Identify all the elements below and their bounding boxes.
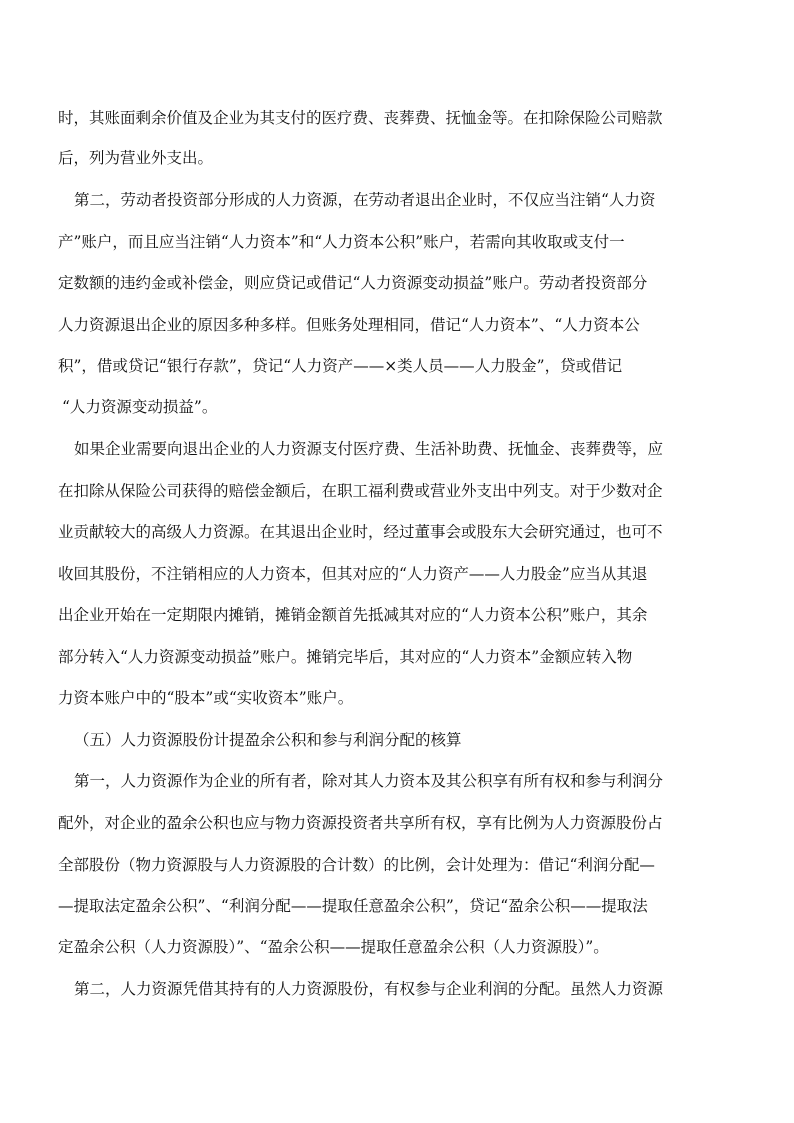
text-line: 业贡献较大的高级人力资源。在其退出企业时，经过董事会或股东大会研究通过，也可不 — [58, 523, 663, 541]
text-line: 产”账户，而且应当注销“人力资本”和“人力资本公积”账户，若需向其收取或支付一 — [58, 233, 625, 251]
text-line: 力资本账户中的“股本”或“实收资本”账户。 — [58, 689, 354, 707]
text-line: 后，列为营业外支出。 — [58, 149, 214, 167]
text-line: 定盈余公积（人力资源股）”、“盈余公积——提取任意盈余公积（人力资源股）”。 — [58, 938, 609, 956]
section-heading: （五）人力资源股份计提盈余公积和参与利润分配的核算 — [74, 731, 462, 749]
text-line: 第二，劳动者投资部分形成的人力资源，在劳动者退出企业时，不仅应当注销“人力资 — [74, 191, 656, 209]
text-line: 出企业开始在一定期限内摊销，摊销金额首先抵减其对应的“人力资本公积”账户，其余 — [58, 606, 648, 624]
text-line: “人力资源变动损益”。 — [62, 398, 218, 416]
text-line: 积”，借或贷记“银行存款”，贷记“人力资产——×类人员——人力股金”，贷或借记 — [58, 357, 623, 375]
text-line: 收回其股份，不注销相应的人力资本，但其对应的“人力资产——人力股金”应当从其退 — [58, 565, 648, 583]
text-line: 部分转入“人力资源变动损益”账户。摊销完毕后，其对应的“人力资本”金额应转入物 — [58, 648, 633, 666]
text-line: 在扣除从保险公司获得的赔偿金额后，在职工福利费或营业外支出中列支。对于少数对企 — [58, 482, 663, 500]
text-line: —提取法定盈余公积”、“利润分配——提取任意盈余公积”，贷记“盈余公积——提取法 — [58, 897, 648, 915]
text-line: 如果企业需要向退出企业的人力资源支付医疗费、生活补助费、抚恤金、丧葬费等，应 — [74, 440, 664, 458]
text-line: 全部股份（物力资源股与人力资源股的合计数）的比例，会计处理为：借记“利润分配— — [58, 856, 655, 874]
text-line: 第一，人力资源作为企业的所有者，除对其人力资本及其公积享有所有权和参与利润分 — [74, 772, 664, 790]
text-line: 第二，人力资源凭借其持有的人力资源股份，有权参与企业利润的分配。虽然人力资源 — [74, 980, 664, 998]
text-line: 配外，对企业的盈余公积也应与物力资源投资者共享所有权，享有比例为人力资源股份占 — [58, 814, 663, 832]
text-line: 定数额的违约金或补偿金，则应贷记或借记“人力资源变动损益”账户。劳动者投资部分 — [58, 274, 648, 292]
text-line: 人力资源退出企业的原因多种多样。但账务处理相同，借记“人力资本”、“人力资本公 — [58, 316, 640, 334]
text-line: 时，其账面剩余价值及企业为其支付的医疗费、丧葬费、抚恤金等。在扣除保险公司赔款 — [58, 109, 663, 127]
